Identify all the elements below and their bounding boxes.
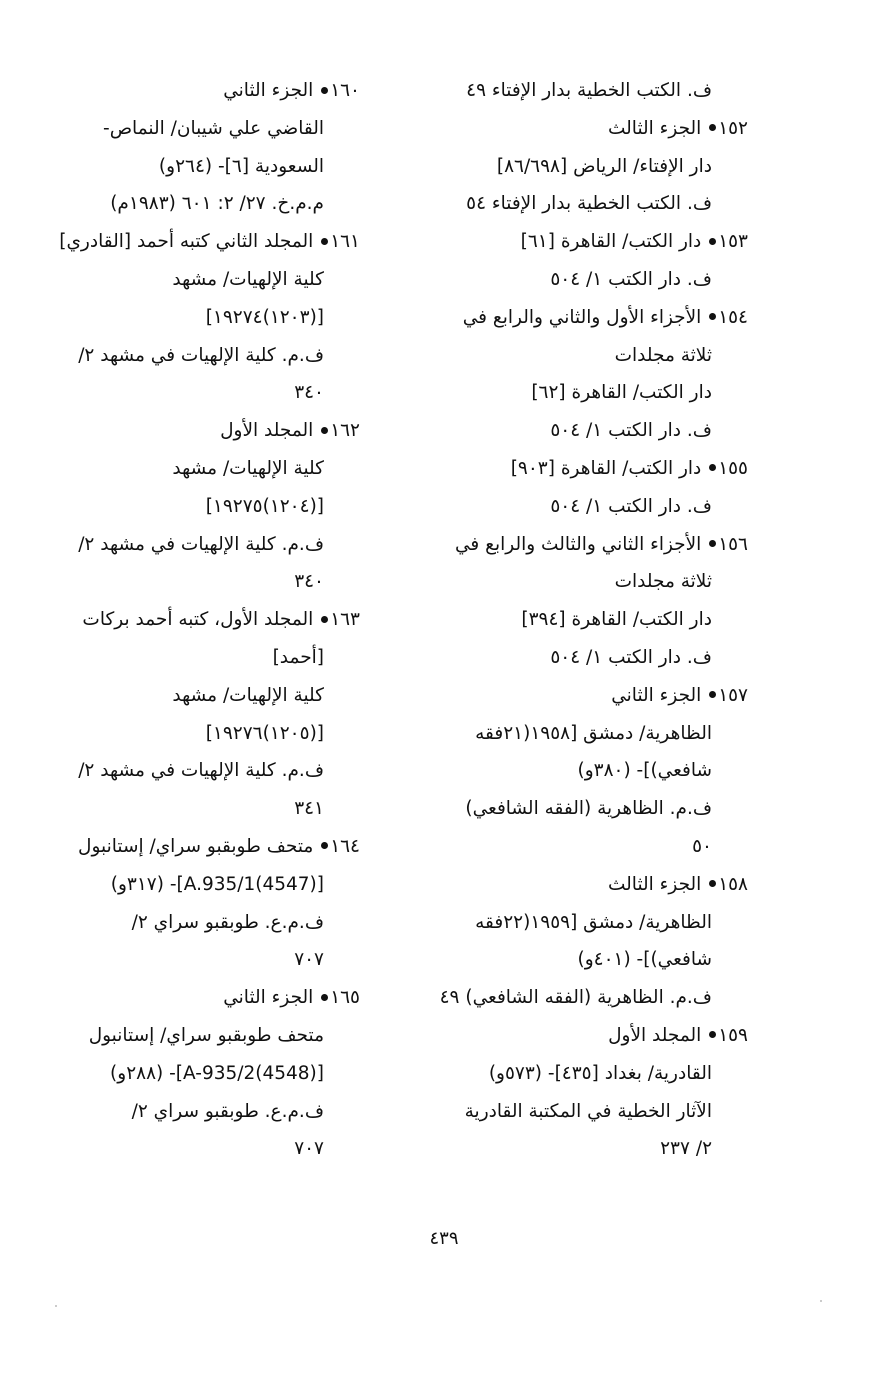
right-column (408, 72, 748, 1168)
page-number: ٤٣٩ (429, 1228, 459, 1249)
entry-detail: ٧٠٧ (294, 1138, 324, 1160)
bullet-icon (321, 994, 328, 1001)
entry-detail: الظاهرية/ دمشق [١٩٥٩(٢٢فقه (475, 911, 712, 933)
entry-number: ١٥٢ (718, 117, 748, 139)
bullet-icon (709, 540, 716, 547)
entry-detail: كلية الإلهيات/ مشهد (172, 268, 324, 290)
entry-heading (408, 299, 748, 337)
entry-title: الجزء الثالث (608, 873, 708, 895)
entry-number: ١٥٨ (718, 873, 748, 895)
entry-title: المجلد الثاني كتبه أحمد [القادري] (59, 231, 320, 253)
bullet-icon (321, 842, 328, 849)
entry-detail: ثلاثة مجلدات (614, 344, 712, 366)
scan-speck (820, 1300, 822, 1302)
entry-title: متحف طوبقبو سراي/ إستانبول (78, 835, 320, 857)
entry-heading (408, 110, 748, 148)
bullet-icon (709, 691, 716, 698)
entry-detail: [A.935/1(4547)]- (٣١٧و) (110, 873, 324, 895)
entry-number: ١٦٥ (330, 987, 360, 1009)
bullet-icon (709, 880, 716, 887)
entry-detail: دار الإفتاء/ الرياض [٨٦/٦٩٨] (496, 155, 712, 177)
entry-title: الجزء الثاني (223, 987, 320, 1009)
bullet-icon (709, 313, 716, 320)
entry-heading (408, 450, 748, 488)
entry-title: الجزء الثالث (608, 117, 708, 139)
entry-detail: [(١٢٠٣)١٩٢٧٤] (205, 306, 324, 328)
bullet-icon (321, 427, 328, 434)
entry-detail: ف.م.ع. طوبقبو سراي ٢/ (131, 911, 324, 933)
entry-detail: ثلاثة مجلدات (614, 571, 712, 593)
entry-detail: ف. دار الكتب ١/ ٥٠٤ (550, 420, 712, 442)
entry-heading (25, 979, 360, 1017)
entry-detail: [(١٢٠٤)١٩٢٧٥] (205, 495, 324, 517)
entry-heading (25, 601, 360, 639)
entry-heading (408, 866, 748, 904)
entry-title: الجزء الثاني (611, 684, 708, 706)
entry-detail: كلية الإلهيات/ مشهد (172, 457, 324, 479)
entry-detail: متحف طوبقبو سراي/ إستانبول (88, 1024, 324, 1046)
entry-number: ١٥٤ (718, 306, 748, 328)
entry-detail: الظاهرية/ دمشق [١٩٥٨(٢١فقه (475, 722, 712, 744)
entry-detail: ف.م. الظاهرية (الفقه الشافعي) (465, 798, 712, 820)
entry-detail: ف. دار الكتب ١/ ٥٠٤ (550, 268, 712, 290)
entry-detail: ٢/ ٢٣٧ (660, 1138, 712, 1160)
entry-detail: م.م.خ. ٢٧/ ٢: ٦٠١ (١٩٨٣م) (110, 193, 324, 215)
entry-title: المجلد الأول (608, 1024, 708, 1046)
entry-heading (25, 223, 360, 261)
entry-title: الأجزاء الثاني والثالث والرابع في (454, 533, 708, 555)
entry-detail: شافعي)]- (٣٨٠و) (577, 760, 712, 782)
entry-title: دار الكتب/ القاهرة [٦١] (520, 231, 708, 253)
entry-title: المجلد الأول (220, 420, 320, 442)
entry-detail: ف.م.ع. طوبقبو سراي ٢/ (131, 1100, 324, 1122)
entry-detail: ٥٠ (692, 835, 712, 857)
entry-detail: ف.م. كلية الإلهيات في مشهد ٢/ (78, 760, 324, 782)
entry-detail: ف.م. الظاهرية (الفقه الشافعي) ٤٩ (439, 987, 712, 1009)
entry-detail: ف. الكتب الخطية بدار الإفتاء ٤٩ (466, 80, 712, 101)
entry-title: الأجزاء الأول والثاني والرابع في (462, 306, 708, 328)
bullet-icon (321, 238, 328, 245)
entry-detail: الآثار الخطية في المكتبة القادرية (464, 1100, 712, 1122)
entry-detail: شافعي)]- (٤٠١و) (577, 949, 712, 971)
entry-detail: دار الكتب/ القاهرة [٦٢] (531, 382, 712, 404)
bullet-icon (709, 464, 716, 471)
entry-number: ١٥٦ (718, 533, 748, 555)
entry-detail: القادرية/ بغداد [٤٣٥]- (٥٧٣و) (488, 1062, 712, 1084)
entry-detail: ف.م. كلية الإلهيات في مشهد ٢/ (78, 344, 324, 366)
entry-heading (25, 72, 360, 110)
entry-number: ١٦٣ (330, 609, 360, 631)
entry-detail: ٧٠٧ (294, 949, 324, 971)
entry-title: المجلد الأول، كتبه أحمد بركات (82, 609, 320, 631)
entry-heading (25, 412, 360, 450)
entry-number: ١٥٣ (718, 231, 748, 253)
bullet-icon (709, 1031, 716, 1038)
entry-detail: السعودية [٦]- (٢٦٤و) (158, 155, 324, 177)
entry-heading (408, 677, 748, 715)
entry-heading (408, 1017, 748, 1055)
entry-detail: دار الكتب/ القاهرة [٣٩٤] (521, 609, 712, 631)
entry-detail: [(١٢٠٥)١٩٢٧٦] (205, 722, 324, 744)
entry-number: ١٦٠ (330, 80, 360, 101)
scan-speck (55, 1305, 57, 1307)
entry-detail: ف. دار الكتب ١/ ٥٠٤ (550, 646, 712, 668)
entry-number: ١٥٧ (718, 684, 748, 706)
entry-detail: كلية الإلهيات/ مشهد (172, 684, 324, 706)
entry-title: دار الكتب/ القاهرة [٩٠٣] (510, 457, 708, 479)
entry-detail: ف. دار الكتب ١/ ٥٠٤ (550, 495, 712, 517)
entry-heading (408, 526, 748, 564)
entry-number: ١٦٢ (330, 420, 360, 442)
entry-number: ١٥٥ (718, 457, 748, 479)
entry-detail: ٣٤٠ (294, 571, 324, 593)
entry-number: ١٦١ (330, 231, 360, 253)
entry-number: ١٥٩ (718, 1024, 748, 1046)
entry-title: الجزء الثاني (223, 80, 320, 101)
entry-heading (408, 223, 748, 261)
bullet-icon (321, 616, 328, 623)
entry-detail: [A-935/2(4548)]- (٢٨٨و) (110, 1062, 324, 1084)
entry-heading (25, 828, 360, 866)
entry-detail: ٣٤١ (294, 798, 324, 820)
left-column (25, 72, 360, 1168)
entry-detail: ٣٤٠ (294, 382, 324, 404)
entry-detail: [أحمد] (272, 646, 324, 668)
entry-number: ١٦٤ (330, 835, 360, 857)
entry-detail: القاضي علي شيبان/ النماص- (103, 117, 324, 139)
bullet-icon (321, 87, 328, 94)
bullet-icon (709, 124, 716, 131)
bullet-icon (709, 238, 716, 245)
entry-detail: ف.م. كلية الإلهيات في مشهد ٢/ (78, 533, 324, 555)
entry-detail: ف. الكتب الخطية بدار الإفتاء ٥٤ (466, 193, 712, 215)
